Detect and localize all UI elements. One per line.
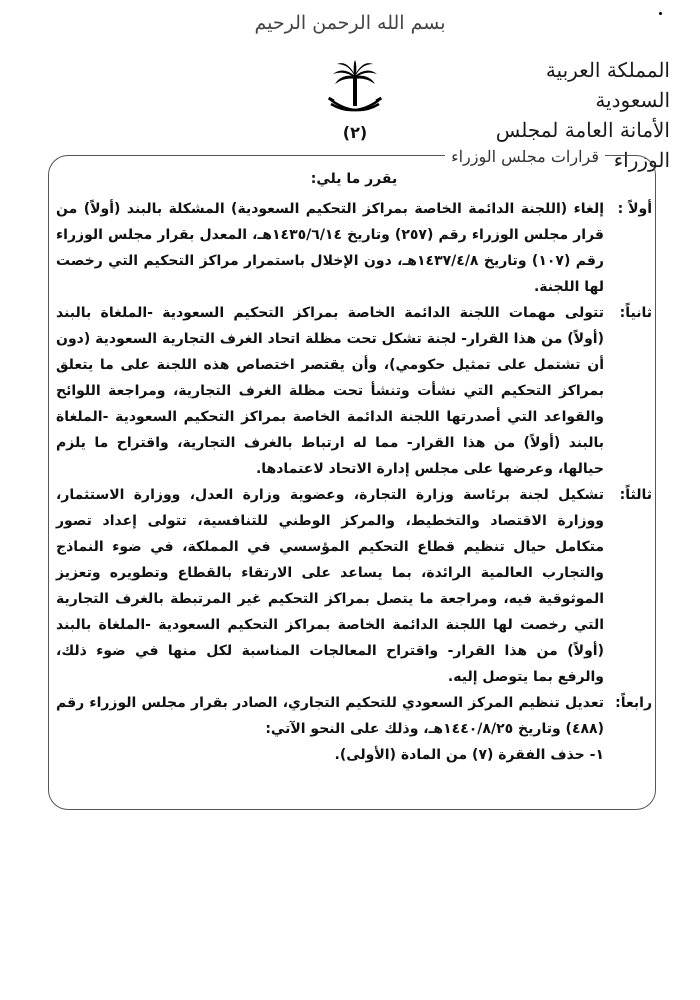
secretariat-name: الأمانة العامة لمجلس الوزراء bbox=[495, 118, 670, 172]
palm-swords-emblem-icon bbox=[325, 60, 385, 120]
clause-text: تعديل تنظيم المركز السعودي للتحكيم التجاري، الصادر بقرار مجلس الوزراء رقم (٤٨٨) وتاريخ ١٤٤٠/٨/٢٥هـ، وذلك على النحو الآتي: bbox=[56, 695, 604, 737]
clause-first bbox=[56, 196, 652, 300]
clause-label: ثالثاً: bbox=[619, 487, 652, 503]
clause-text: إلغاء (اللجنة الدائمة الخاصة بمراكز التحكيم السعودية) المشكلة بالبند (أولاً) من قرار مجلس الوزراء رقم (٢٥٧) وتاريخ ١٤٣٥/٦/١٤هـ، المعدل بقرار مجلس الوزراء رقم (١٠٧) وتاريخ ١٤٣٧/٤/٨هـ، دون الإخلال باستمرار مراكز التحكيم التي رخصت لها اللجنة. bbox=[56, 201, 604, 295]
clause-fourth bbox=[56, 690, 652, 742]
clause-label: ثانياً: bbox=[619, 305, 652, 321]
clause-text: تتولى مهمات اللجنة الدائمة الخاصة بمراكز التحكيم السعودية -الملغاة بالبند (أولاً) من هذا القرار- لجنة تشكل تحت مظلة اتحاد الغرف التجارية السعودية (دون أن تشتمل على تمثيل حكومي)، وأن يقتصر اختصاص هذه اللجنة على ما يتعلق بمراكز التحكيم التي نشأت وتنشأ تحت مظلة الغرف التجارية، ومراجعة اللوائح والقواعد التي أصدرتها اللجنة الدائمة الخاصة بمراكز التحكيم السعودية -الملغاة بالبند (أولاً) من هذا القرار- مما له ارتباط بالغرف التجارية، واقتراح ما يلزم حيالها، وعرضها على مجلس إدارة الاتحاد لاعتمادها. bbox=[56, 305, 604, 477]
clause-second bbox=[56, 300, 652, 482]
decision-body bbox=[56, 166, 652, 768]
clause-label: رابعاً: bbox=[615, 695, 652, 711]
page-number: (٢) bbox=[342, 123, 368, 142]
clause-text: تشكيل لجنة برئاسة وزارة التجارة، وعضوية وزارة العدل، ووزارة الاستثمار، ووزارة الاقتصاد والتخطيط، والمركز الوطني للتنافسية، تتولى إعداد تصور متكامل حيال تنظيم قطاع التحكيم المؤسسي في المملكة، في ضوء النماذج والتجارب العالمية الرائدة، بما يساعد على الارتقاء بالقطاع وتطويره وتعزيز الموثوقية فيه، ومراجعة ما يتصل بمراكز التحكيم غير المرتبطة بالغرف التجارية التي رخصت لها اللجنة الدائمة الخاصة بمراكز التحكيم السعودية -الملغاة بالبند (أولاً) من هذا القرار- واقتراح المعالجات المناسبة لكل منها في ضوء ذلك، والرفع بما يتوصل إليه. bbox=[56, 487, 604, 685]
decisions-label: قرارات مجلس الوزراء bbox=[445, 147, 605, 166]
kingdom-name: المملكة العربية السعودية bbox=[545, 58, 670, 112]
clause-third bbox=[56, 482, 652, 690]
intro-line: يقرر ما يلي: bbox=[310, 171, 398, 187]
amendment-item: ١- حذف الفقرة (٧) من المادة (الأولى). bbox=[334, 747, 604, 763]
basmala-heading: بسم الله الرحمن الرحيم bbox=[254, 12, 446, 34]
clause-label: أولاً : bbox=[617, 201, 652, 217]
